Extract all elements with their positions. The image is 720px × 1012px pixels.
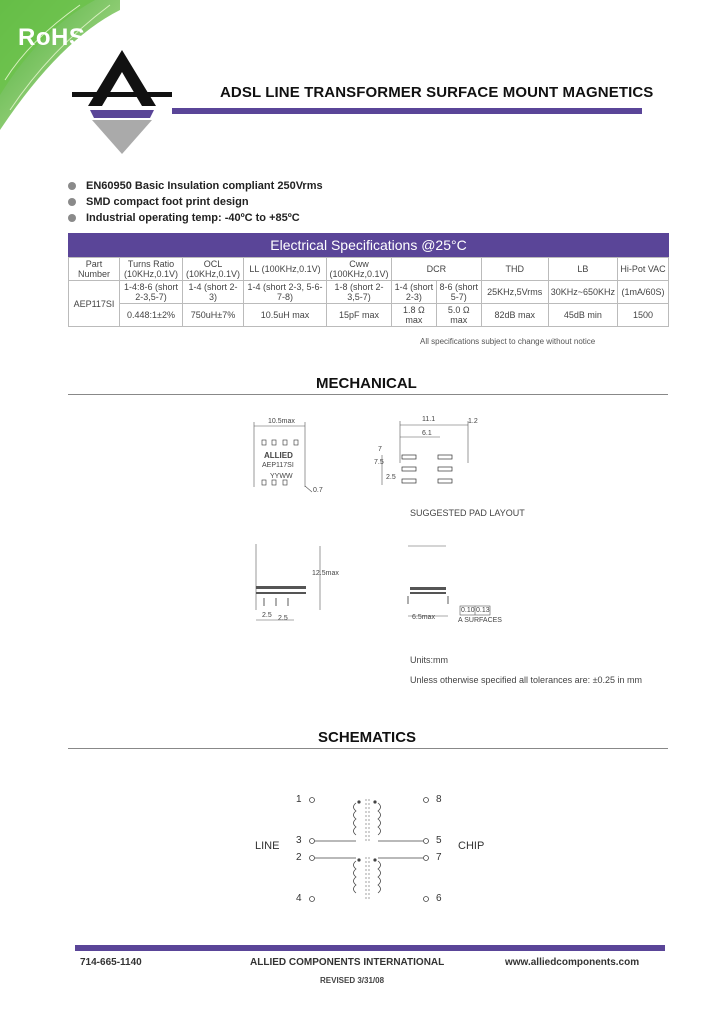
pad-layout-label: SUGGESTED PAD LAYOUT: [410, 508, 525, 518]
footer-bar: [75, 945, 665, 951]
header-dcr: DCR: [392, 258, 482, 281]
cell-ll: 10.5uH max: [244, 304, 327, 327]
pin-2-label: 2: [296, 852, 302, 863]
schematics-heading: SCHEMATICS: [318, 729, 417, 746]
header-ocl: OCL (10KHz,0.1V): [183, 258, 244, 281]
feature-item: Industrial operating temp: -40ºC to +85ºC: [68, 212, 300, 224]
tolerance-label: Unless otherwise specified all tolerances are: ±0.25 in mm: [410, 675, 643, 685]
dim-07-label: 0.7: [313, 487, 323, 494]
feature-item: EN60950 Basic Insulation compliant 250Vrms: [68, 180, 323, 192]
pin-3-label: 3: [296, 835, 302, 846]
pin-1-label: 1: [296, 794, 302, 805]
header-hipot: Hi-Pot VAC: [618, 258, 669, 281]
cell-cww: 15pF max: [327, 304, 392, 327]
date-code-marking: YYWW: [270, 473, 293, 480]
allied-logo-icon: [72, 48, 172, 158]
bullet-icon: [68, 198, 76, 206]
footer-company: ALLIED COMPONENTS INTERNATIONAL: [250, 957, 445, 968]
sub-lb: 30KHz~650KHz: [548, 281, 617, 304]
footer-phone: 714-665-1140: [80, 957, 142, 968]
end-width-label: 6.5max: [412, 614, 435, 621]
sub-thd: 25KHz,5Vrms: [481, 281, 548, 304]
revision-date: REVISED 3/31/08: [320, 976, 385, 985]
cell-ocl: 750uH±7%: [183, 304, 244, 327]
pad-dim-75: 7.5: [374, 459, 384, 466]
pad-dim-12: 1.2: [468, 418, 478, 425]
sub-cww: 1-8 (short 2-3,5-7): [327, 281, 392, 304]
coplanarity-label: 0.10: [461, 607, 475, 614]
brand-marking: ALLIED: [264, 451, 293, 460]
side-dim-label: 12.5max: [312, 570, 339, 577]
header-thd: THD: [481, 258, 548, 281]
sub-dcr-a: 1-4 (short 2-3): [392, 281, 437, 304]
sub-ll: 1-4 (short 2-3, 5-6-7-8): [244, 281, 327, 304]
part-marking: AEP117SI: [262, 462, 294, 469]
sub-hipot: (1mA/60S): [618, 281, 669, 304]
pin-4-label: 4: [296, 893, 302, 904]
pad-dim-11: 11.1: [422, 416, 436, 423]
pad-dim-7: 7: [378, 446, 382, 453]
spec-table: [68, 257, 669, 327]
top-dim-label: 10.5max: [268, 418, 295, 425]
section-divider: [68, 748, 668, 749]
surfaces-label: A SURFACES: [458, 617, 502, 624]
side-dim-25a: 2.5: [262, 612, 272, 619]
cell-lb: 45dB min: [548, 304, 617, 327]
chip-side-label: CHIP: [458, 840, 485, 852]
pad-dim-25: 2.5: [386, 474, 396, 481]
mechanical-heading: MECHANICAL: [316, 375, 417, 392]
spec-title: Electrical Specifications @25°C: [68, 233, 669, 257]
sub-ocl: 1-4 (short 2-3): [183, 281, 244, 304]
footer-website[interactable]: www.alliedcomponents.com: [505, 957, 640, 968]
rohs-badge: RoHS: [18, 24, 86, 51]
pin-6-label: 6: [436, 893, 442, 904]
cell-thd: 82dB max: [481, 304, 548, 327]
header-turns: Turns Ratio (10KHz,0.1V): [120, 258, 183, 281]
pin-5-label: 5: [436, 835, 442, 846]
schematic-diagram: [290, 785, 450, 915]
header-lb: LB: [548, 258, 617, 281]
spec-note: All specifications subject to change without notice: [420, 337, 596, 346]
cell-hipot: 1500: [618, 304, 669, 327]
header-ll: LL (100KHz,0.1V): [244, 258, 327, 281]
bullet-icon: [68, 182, 76, 190]
title-underline: [172, 108, 642, 114]
section-divider: [68, 394, 668, 395]
side-dim-25b: 2.5: [278, 615, 288, 622]
units-label: Units:mm: [410, 655, 448, 665]
line-side-label: LINE: [255, 840, 280, 852]
feature-item: SMD compact foot print design: [68, 196, 249, 208]
pin-8-label: 8: [436, 794, 442, 805]
sub-turns: 1-4:8-6 (short 2-3,5-7): [120, 281, 183, 304]
header-part: Part Number: [69, 258, 120, 281]
coplanarity-value: 0.13: [476, 607, 490, 614]
bullet-icon: [68, 214, 76, 222]
sub-dcr-b: 8-6 (short 5-7): [436, 281, 481, 304]
page-title: ADSL LINE TRANSFORMER SURFACE MOUNT MAGNETICS: [220, 84, 654, 101]
pad-dim-61: 6.1: [422, 430, 432, 437]
cell-part: AEP117SI: [69, 281, 120, 327]
cell-turns: 0.448:1±2%: [120, 304, 183, 327]
header-cww: Cww (100KHz,0.1V): [327, 258, 392, 281]
cell-dcr-a: 1.8 Ω max: [392, 304, 437, 327]
pin-7-label: 7: [436, 852, 442, 863]
pad-layout-drawing: [370, 415, 490, 495]
cell-dcr-b: 5.0 Ω max: [436, 304, 481, 327]
